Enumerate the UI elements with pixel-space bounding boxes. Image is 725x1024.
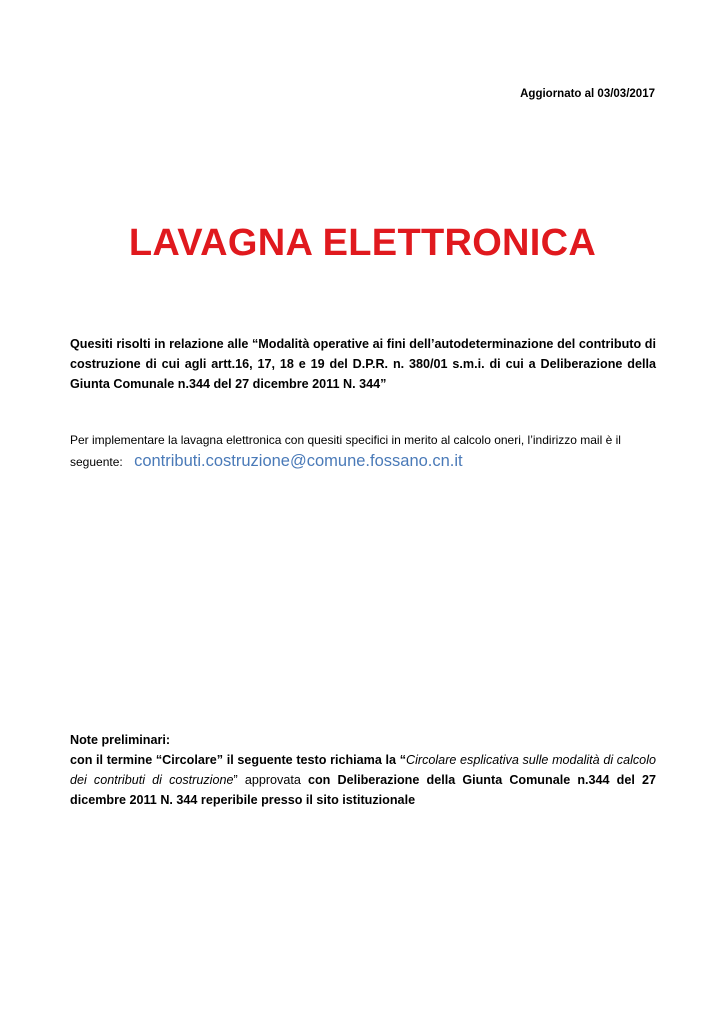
notes-text-italic: Circolare esplicativa sulle modalità di calcolo dei contributi di costruzione — [70, 753, 656, 787]
mail-line — [70, 452, 463, 471]
mail-paragraph: Per implementare la lavagna elettronica con quesiti specifici in merito al calcolo oneri, l’indirizzo mail è il — [70, 433, 621, 447]
email-link[interactable]: contributi.costruzione@comune.fossano.cn.it — [134, 452, 463, 470]
notes-text-bold-1: con il termine “Circolare” il seguente testo richiama la “ — [70, 753, 406, 767]
notes-paragraph — [70, 750, 656, 810]
mail-label: seguente: — [70, 455, 123, 469]
notes-heading: Note preliminari: — [70, 733, 171, 747]
page-title: LAVAGNA ELETTRONICA — [128, 222, 597, 264]
update-date: Aggiornato al 03/03/2017 — [520, 88, 655, 100]
intro-paragraph: Quesiti risolti in relazione alle “Modalità operative ai fini dell’autodeterminazione del contributo di costruzione di cui agli artt.16, 17, 18 e 19 del D.P.R. n. 380/01 s.m.i. di cui a Deliberazione della Giunta Comunale n.344 del 27 dicembre 2011 N. 344” — [70, 337, 656, 391]
notes-text-bold-2: con Deliberazione della Giunta Comunale n.344 del 27 dicembre 2011 N. 344 reperibile presso il sito istituzionale — [70, 773, 656, 807]
notes-text-regular: ” approvata — [233, 773, 308, 787]
notes-section — [70, 730, 656, 810]
